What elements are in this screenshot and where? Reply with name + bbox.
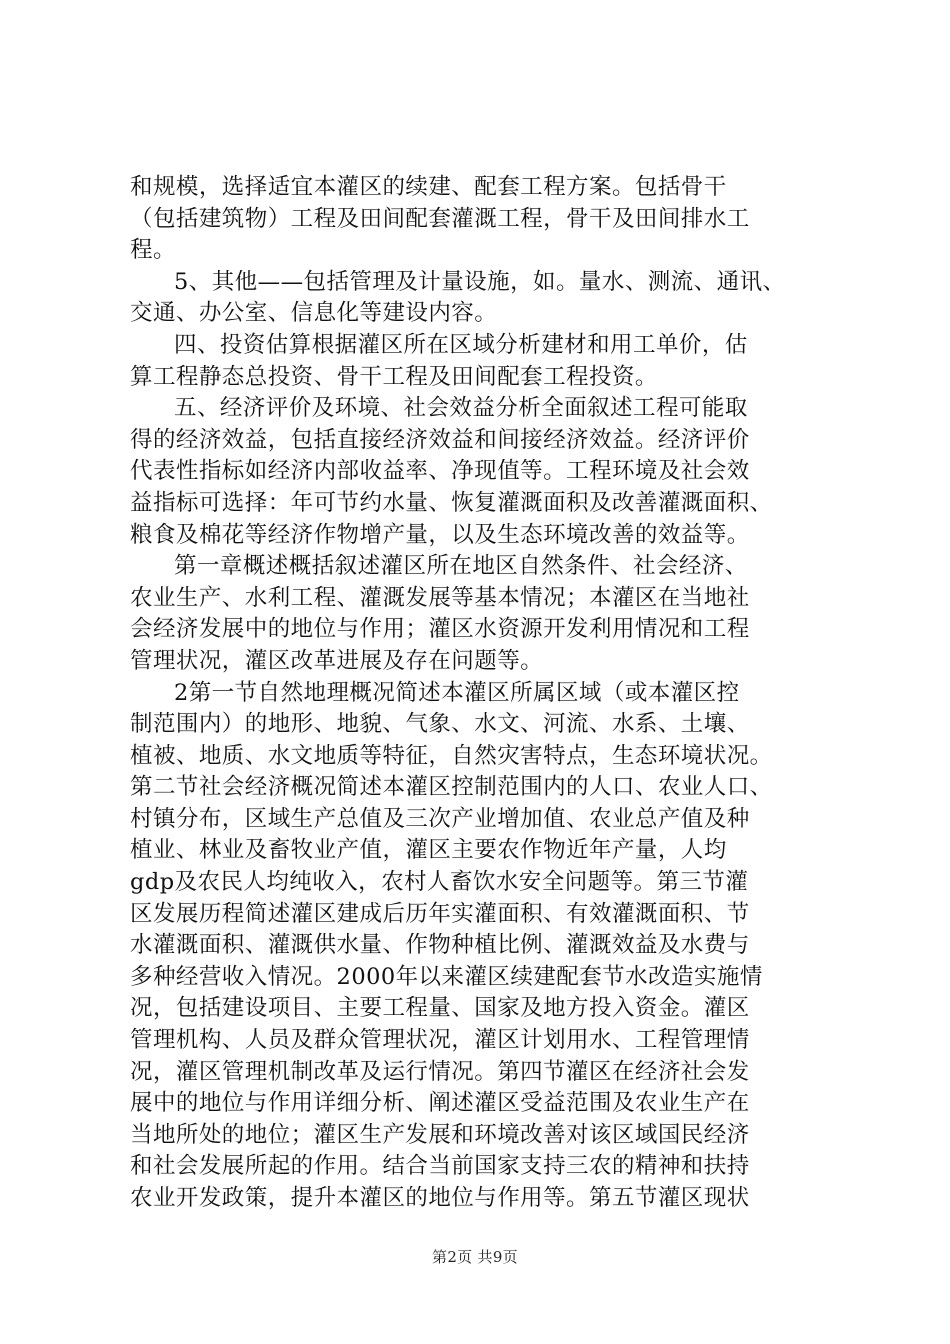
- text-line: 管理机构、人员及群众管理状况，灌区计划用水、工程管理情: [130, 1027, 750, 1054]
- text-line: 村镇分布，区域生产总值及三次产业增加值、农业总产值及种: [130, 805, 750, 832]
- text-line: 第一章概述概括叙述灌区所在地区自然条件、社会经济、: [174, 553, 748, 580]
- text-line: 和规模，选择适宜本灌区的续建、配套工程方案。包括骨干: [130, 174, 727, 200]
- text-line: 和社会发展所起的作用。结合当前国家支持三农的精神和扶持: [130, 1153, 750, 1180]
- text-line: 展中的地位与作用详细分析、阐述灌区受益范围及农业生产在: [130, 1090, 750, 1117]
- text-line: 5、其他——包括管理及计量设施，如。量水、测流、通讯、: [174, 268, 786, 295]
- text-line: 况，包括建设项目、主要工程量、国家及地方投入资金。灌区: [130, 995, 750, 1022]
- text-line: 植被、地质、水文地质等特征，自然灾害特点，生态环境状况。: [130, 742, 773, 769]
- text-line: （包括建筑物）工程及田间配套灌溉工程，骨干及田间排水工: [130, 205, 750, 232]
- text-line: 植业、林业及畜牧业产值，灌区主要农作物近年产量，人均: [130, 837, 727, 864]
- text-line: gdp及农民人均纯收入，农村人畜饮水安全问题等。第三节灌: [130, 869, 749, 896]
- text-line: 程。: [130, 237, 176, 264]
- text-line: 得的经济效益，包括直接经济效益和间接经济效益。经济评价: [130, 426, 750, 453]
- text-line: 农业生产、水利工程、灌溉发展等基本情况；本灌区在当地社: [130, 584, 750, 611]
- text-line: 制范围内）的地形、地貌、气象、水文、河流、水系、土壤、: [130, 711, 750, 738]
- text-line: 益指标可选择：年可节约水量、恢复灌溉面积及改善灌溉面积、: [130, 489, 773, 516]
- text-line: 水灌溉面积、灌溉供水量、作物种植比例、灌溉效益及水费与: [130, 932, 750, 959]
- text-line: 区发展历程简述灌区建成后历年实灌面积、有效灌溉面积、节: [130, 900, 750, 927]
- text-line: 交通、办公室、信息化等建设内容。: [130, 300, 498, 327]
- text-line: 算工程静态总投资、骨干工程及田间配套工程投资。: [130, 363, 658, 390]
- page-footer: 第2页 共9页: [432, 1248, 518, 1266]
- text-line: 四、投资估算根据灌区所在区域分析建材和用工单价，估: [174, 331, 748, 358]
- text-line: 农业开发政策，提升本灌区的地位与作用等。第五节灌区现状: [130, 1185, 750, 1211]
- text-line: 代表性指标如经济内部收益率、净现值等。工程环境及社会效: [130, 458, 750, 485]
- text-line: 当地所处的地位；灌区生产发展和环境改善对该区域国民经济: [130, 1121, 750, 1148]
- text-line: 况，灌区管理机制改革及运行情况。第四节灌区在经济社会发: [130, 1058, 750, 1085]
- text-line: 多种经营收入情况。2000年以来灌区续建配套节水改造实施情: [130, 963, 763, 990]
- text-line: 粮食及棉花等经济作物增产量，以及生态环境改善的效益等。: [130, 521, 750, 548]
- document-body: [130, 172, 850, 1215]
- text-line: 第二节社会经济概况简述本灌区控制范围内的人口、农业人口、: [130, 774, 773, 801]
- text-line: 会经济发展中的地位与作用；灌区水资源开发利用情况和工程: [130, 616, 750, 643]
- text-line: 五、经济评价及环境、社会效益分析全面叙述工程可能取: [174, 395, 748, 422]
- text-line: 管理状况，灌区改革进展及存在问题等。: [130, 647, 544, 674]
- text-line: 2第一节自然地理概况简述本灌区所属区域（或本灌区控: [174, 679, 740, 706]
